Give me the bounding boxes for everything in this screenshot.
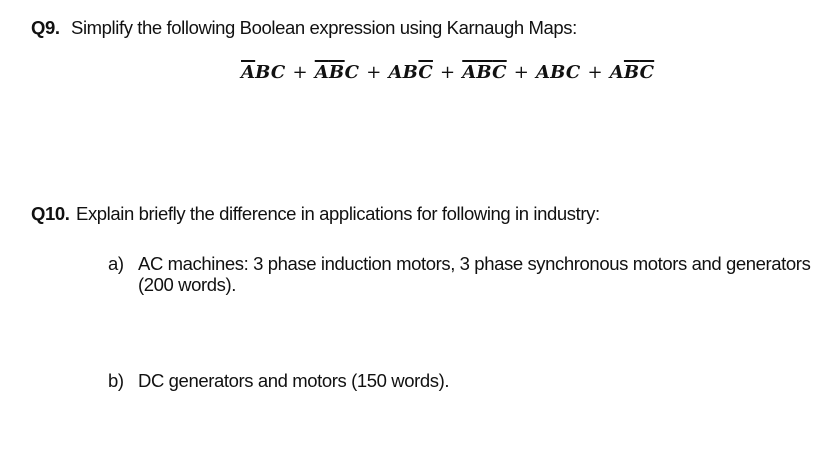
variable-c: C	[565, 62, 581, 83]
variable-c-complement: $\overline{C}$	[492, 62, 507, 83]
variable-a-complement: $\overline{A}$	[314, 62, 329, 83]
boolean-expression	[241, 62, 654, 83]
question-9-text: Simplify the following Boolean expression using Karnaugh Maps:	[71, 17, 577, 38]
question-10	[31, 203, 600, 225]
expression-term	[315, 62, 359, 83]
expression-term	[389, 62, 433, 83]
expression-term	[610, 62, 654, 83]
part-a-line-2: (200 words).	[138, 274, 237, 295]
variable-c-complement: $\overline{C}$	[418, 62, 433, 83]
question-10-number: Q10.	[31, 203, 70, 224]
variable-c: C	[270, 62, 286, 83]
expression-term	[241, 62, 285, 83]
question-9	[31, 17, 577, 39]
part-b-line-1: DC generators and motors (150 words).	[138, 370, 450, 391]
variable-b-complement: $\overline{B}$	[623, 62, 640, 83]
operator-plus: +	[513, 62, 529, 83]
question-10-text: Explain briefly the difference in applications for following in industry:	[76, 203, 600, 224]
variable-b: B	[255, 62, 271, 83]
variable-a: A	[536, 62, 551, 83]
question-9-number: Q9.	[31, 17, 60, 38]
variable-a-complement: $\overline{A}$	[462, 62, 477, 83]
variable-a-complement: $\overline{A}$	[241, 62, 256, 83]
variable-a: A	[388, 62, 403, 83]
expression-term	[536, 62, 580, 83]
variable-b-complement: $\overline{B}$	[328, 62, 345, 83]
variable-b: B	[550, 62, 566, 83]
part-a-letter: a)	[108, 253, 124, 274]
variable-a: A	[609, 62, 624, 83]
part-b-letter: b)	[108, 370, 124, 391]
operator-plus: +	[292, 62, 308, 83]
variable-c: C	[344, 62, 360, 83]
variable-b-complement: $\overline{B}$	[476, 62, 493, 83]
variable-b: B	[402, 62, 419, 83]
operator-plus: +	[587, 62, 603, 83]
operator-plus: +	[439, 62, 456, 83]
part-a-line-1: AC machines: 3 phase induction motors, 3 phase synchronous motors and generators	[138, 253, 811, 274]
expression-term	[462, 62, 506, 83]
operator-plus: +	[366, 62, 382, 83]
variable-c-complement: $\overline{C}$	[639, 62, 655, 83]
